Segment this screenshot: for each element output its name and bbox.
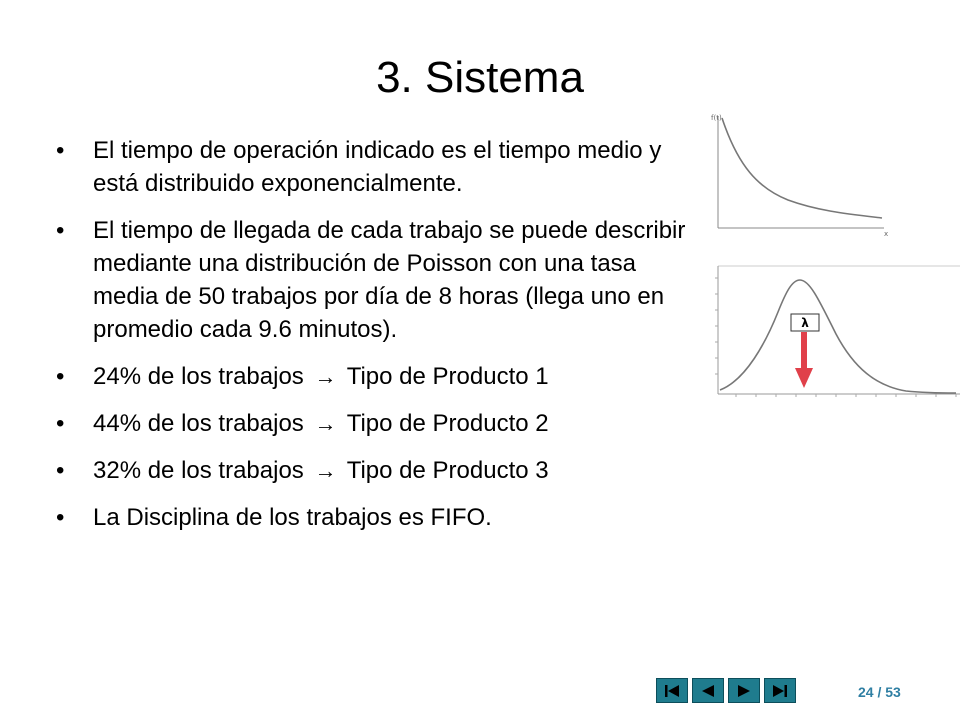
bullet-text: El tiempo de llegada de cada trabajo se puede describir mediante una distribución de Poisson con una tasa media de 50 trabajos por día de 8 horas (llega uno en promedio cada 9.6 minutos). bbox=[93, 217, 686, 343]
bullet-text-pre: 32% de los trabajos bbox=[93, 457, 304, 484]
bullet-item bbox=[56, 360, 706, 393]
last-slide-button[interactable] bbox=[764, 678, 796, 703]
page-total: 53 bbox=[885, 684, 901, 700]
bullet-text-pre: 24% de los trabajos bbox=[93, 363, 304, 390]
bullet-list bbox=[56, 134, 706, 548]
bullet-marker: • bbox=[56, 457, 65, 484]
previous-icon bbox=[698, 683, 718, 699]
slide-navigation bbox=[656, 678, 796, 703]
bullet-item bbox=[56, 214, 706, 346]
arrow-icon: → bbox=[314, 364, 337, 389]
first-icon bbox=[662, 683, 682, 699]
bullet-text-post: Tipo de Producto 3 bbox=[346, 457, 549, 484]
bullet-marker: • bbox=[56, 363, 65, 390]
next-slide-button[interactable] bbox=[728, 678, 760, 703]
bullet-marker: • bbox=[56, 137, 65, 164]
page-current: 24 bbox=[858, 684, 874, 700]
poisson-distribution-figure bbox=[706, 262, 960, 408]
next-icon bbox=[734, 683, 754, 699]
bullet-text-post: Tipo de Producto 2 bbox=[346, 410, 549, 437]
bullet-item bbox=[56, 134, 706, 200]
bullet-text: La Disciplina de los trabajos es FIFO. bbox=[93, 504, 492, 531]
page-indicator bbox=[858, 684, 901, 700]
arrow-icon: → bbox=[314, 411, 337, 436]
bullet-item bbox=[56, 454, 706, 487]
slide-title: 3. Sistema bbox=[376, 53, 584, 102]
previous-slide-button[interactable] bbox=[692, 678, 724, 703]
lambda-arrow-shaft bbox=[801, 332, 807, 372]
last-icon bbox=[770, 683, 790, 699]
bullet-marker: • bbox=[56, 410, 65, 437]
page-separator: / bbox=[877, 684, 882, 700]
lambda-arrow-head bbox=[795, 368, 813, 388]
exponential-distribution-figure bbox=[708, 108, 892, 238]
x-axis-label: x bbox=[884, 230, 889, 238]
lambda-label: λ bbox=[801, 316, 809, 330]
bullet-item bbox=[56, 501, 706, 534]
bullet-marker: • bbox=[56, 504, 65, 531]
arrow-icon: → bbox=[314, 458, 337, 483]
bullet-text-pre: 44% de los trabajos bbox=[93, 410, 304, 437]
bullet-marker: • bbox=[56, 217, 65, 244]
y-axis-label: f(t) bbox=[711, 114, 722, 122]
bullet-text-post: Tipo de Producto 1 bbox=[346, 363, 549, 390]
bullet-text: El tiempo de operación indicado es el tiempo medio y está distribuido exponencialmente. bbox=[93, 137, 662, 197]
bullet-item bbox=[56, 407, 706, 440]
poisson-curve bbox=[720, 280, 956, 393]
first-slide-button[interactable] bbox=[656, 678, 688, 703]
exponential-curve bbox=[722, 118, 882, 218]
